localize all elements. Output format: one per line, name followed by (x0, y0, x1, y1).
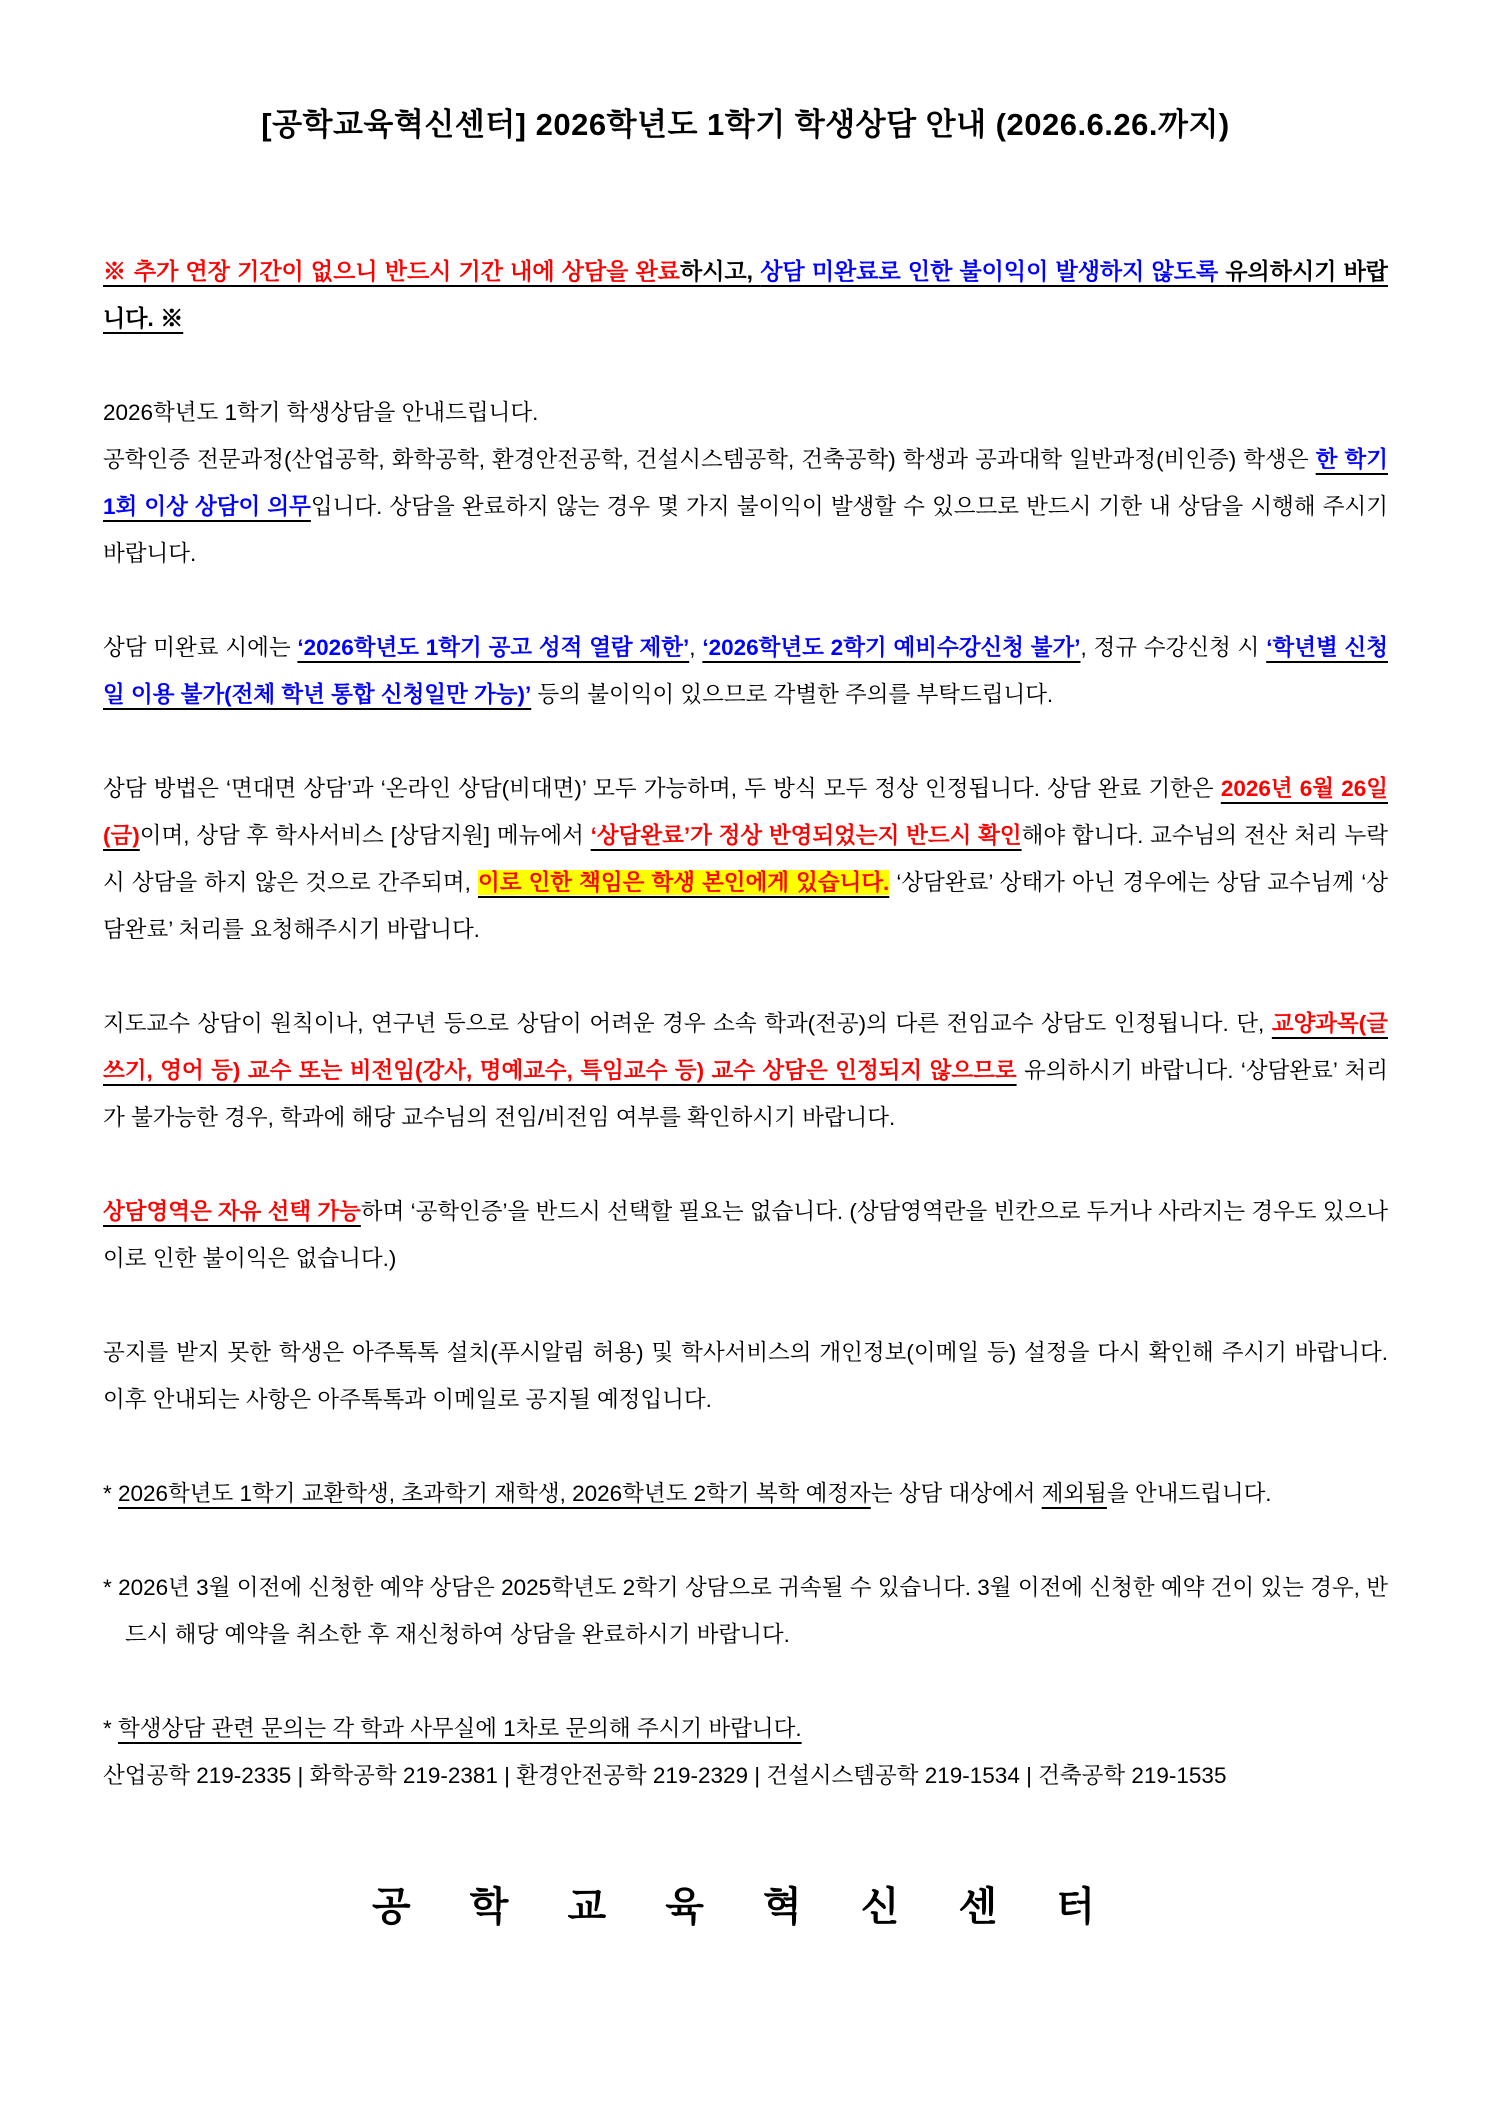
penalty-preregistration: ‘2026학년도 2학기 예비수강신청 불가’ (702, 635, 1081, 660)
reservation-text: 2026년 3월 이전에 신청한 예약 상담은 2025학년도 2학기 상담으로 귀속될 수 있습니다. 3월 이전에 신청한 예약 건이 있는 경우, 반드시 해당 예약을 취소한 후 재신청하여 상담을 완료하시기 바랍니다. (118, 1575, 1388, 1647)
penalties-text: 상담 미완료 시에는 (103, 635, 298, 660)
check-completion-emphasis: ‘상담완료’가 정상 반영되었는지 반드시 확인 (590, 823, 1022, 848)
inquiry-text: 학생상담 관련 문의는 각 학과 사무실에 1차로 문의해 주시기 바랍니다. (118, 1716, 802, 1741)
penalties-separator: , (689, 635, 703, 660)
penalty-grade-restriction: ‘2026학년도 1학기 공고 성적 열람 제한’ (297, 635, 690, 660)
penalties-text-2: , 정규 수강신청 시 (1080, 635, 1267, 660)
notice-blue-text: 상담 미완료로 인한 불이익이 발생하지 않도록 (760, 258, 1226, 284)
area-text: 하며 ‘공학인증’을 반드시 선택할 필요는 없습니다. (상담영역란을 빈칸으로 두거나 사라지는 경우도 있으나 이로 인한 불이익은 없습니다.) (103, 1199, 1388, 1271)
advisor-restriction-emphasis: 교양과목(글쓰기, 영어 등) 교수 또는 비전임(강사, 명예교수, 특임교수 등) 교수 상담은 인정되지 않으므로 (103, 1011, 1388, 1083)
notice-banner (103, 248, 1388, 342)
intro-text: 2026학년도 1학기 학생상담을 안내드립니다. (103, 400, 539, 425)
bullet-inquiry (103, 1705, 1388, 1752)
paragraph-advisor-rules (103, 1000, 1388, 1141)
advisor-text-2: 유의하시기 바랍니다. ‘상담완료’ 처리가 불가능한 경우, 학과에 해당 교수님의 전임/비전임 여부를 확인하시기 바랍니다. (103, 1058, 1388, 1130)
method-text-2: 이며, 상담 후 학사서비스 [상담지원] 메뉴에서 (139, 823, 591, 848)
notice-black-text-2: 유의하시기 바랍니다. ※ (103, 258, 1389, 331)
paragraph-notification (103, 1329, 1388, 1423)
paragraph-intro (103, 389, 1388, 436)
bullet-exclusion (103, 1470, 1388, 1517)
bullet-marker: * (103, 1575, 119, 1600)
deadline-date: 2026년 6월 26일(금) (103, 776, 1388, 848)
exclusion-text-2: 을 안내드립니다. (1106, 1481, 1272, 1506)
responsibility-highlight: 이로 인한 책임은 학생 본인에게 있습니다. (477, 870, 890, 895)
notice-black-text: 하시고, (680, 258, 761, 284)
exclusion-targets: 2026학년도 1학기 교환학생, 초과학기 재학생, 2026학년도 2학기 복학 예정자 (118, 1481, 871, 1506)
paragraph-method-deadline (103, 765, 1388, 953)
bullet-reservation (103, 1564, 1388, 1658)
area-free-choice-emphasis: 상담영역은 자유 선택 가능 (103, 1199, 361, 1224)
method-text-3: 해야 합니다. 교수님의 전산 처리 누락 시 상담을 하지 않은 것으로 간주되며, (103, 823, 1388, 895)
bullet-marker: * (103, 1716, 119, 1741)
obligation-emphasis: 한 학기 1회 이상 상담이 의무 (103, 447, 1388, 519)
penalties-text-3: 등의 불이익이 있으므로 각별한 주의를 부탁드립니다. (531, 682, 1054, 707)
advisor-text: 지도교수 상담이 원칙이나, 연구년 등으로 상담이 어려운 경우 소속 학과(전공)의 다른 전임교수 상담도 인정됩니다. 단, (103, 1011, 1272, 1036)
obligation-text-2: 입니다. 상담을 완료하지 않는 경우 몇 가지 불이익이 발생할 수 있으므로 반드시 기한 내 상담을 시행해 주시기 바랍니다. (103, 494, 1388, 566)
page-title: [공학교육혁신센터] 2026학년도 1학기 학생상담 안내 (2026.6.26.까지) (261, 107, 1230, 142)
paragraph-penalties (103, 624, 1388, 718)
department-contacts (103, 1752, 1388, 1799)
notification-text: 공지를 받지 못한 학생은 아주톡톡 설치(푸시알림 허용) 및 학사서비스의 개인정보(이메일 등) 설정을 다시 확인해 주시기 바랍니다. 이후 안내되는 사항은 아주톡톡과 이메일로 공지될 예정입니다. (103, 1340, 1388, 1412)
exclusion-text: 는 상담 대상에서 (870, 1481, 1042, 1506)
bullet-marker: * (103, 1481, 119, 1506)
contacts-text: 산업공학 219-2335 | 화학공학 219-2381 | 환경안전공학 219-2329 | 건설시스템공학 219-1534 | 건축공학 219-1535 (103, 1763, 1227, 1788)
notice-red-text: ※ 추가 연장 기간이 없으니 반드시 기간 내에 상담을 완료 (103, 258, 680, 284)
exclusion-emphasis: 제외됨 (1041, 1481, 1107, 1506)
method-text-4: ‘상담완료’ 상태가 아닌 경우에는 상담 교수님께 ‘상담완료’ 처리를 요청해주시기 바랍니다. (103, 870, 1388, 942)
method-text: 상담 방법은 ‘면대면 상담’과 ‘온라인 상담(비대면)’ 모두 가능하며, 두 방식 모두 정상 인정됩니다. 상담 완료 기한은 (103, 776, 1221, 801)
center-signature: 공 학 교 육 혁 신 센 터 (372, 1885, 1119, 1929)
paragraph-obligation (103, 436, 1388, 577)
paragraph-counsel-area (103, 1188, 1388, 1282)
penalty-registration-day: ‘학년별 신청일 이용 불가(전체 학년 통합 신청일만 가능)’ (103, 635, 1388, 707)
obligation-text: 공학인증 전문과정(산업공학, 화학공학, 환경안전공학, 건설시스템공학, 건축공학) 학생과 공과대학 일반과정(비인증) 학생은 (103, 447, 1316, 472)
